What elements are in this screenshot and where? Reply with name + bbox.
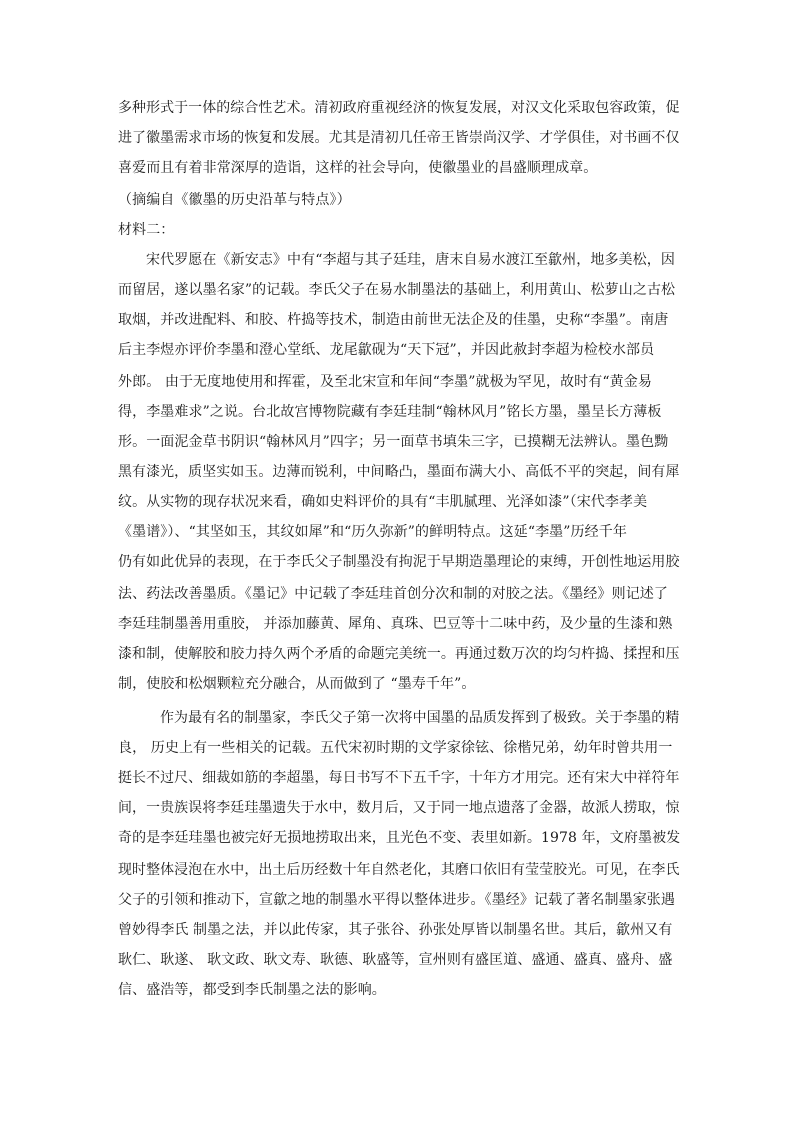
text-line: 得，李墨难求”之说。台北故宫博物院藏有李廷珪制“翰林风月”铭长方墨，墨呈长方薄板 — [118, 404, 662, 420]
text-line: 间，一贵族误将李廷珪墨遗失于水中，数月后，又于同一地点遗落了金器，故派人捞取，惊 — [118, 800, 680, 816]
text-line: 作为最有名的制墨家，李氏父子第一次将中国墨的品质发挥到了极致。关于李墨的精 — [160, 710, 680, 726]
text-line: 材料二： — [118, 222, 175, 238]
text-line: 挺长不过尺、细裁如筋的李超墨，每日书写不下五千字，十年方才用完。还有宋大中祥符年 — [118, 770, 680, 786]
text-line: 漆和制，使解胶和胶力持久两个矛盾的命题完美统一。再通过数万次的均匀杵捣、揉捏和压 — [118, 646, 680, 662]
text-line: 制，使胶和松烟颗粒充分融合，从而做到了 “墨寿千年”。 — [118, 676, 476, 692]
text-line: 形。一面泥金草书阴识“翰林风月”四字；另一面草书填朱三字，已摸糊无法辨认。墨色黝 — [118, 434, 669, 450]
text-line: 取烟，并改进配料、和胶、杵捣等技术，制造由前世无法企及的佳墨，史称“李墨”。南唐 — [118, 312, 669, 328]
text-line: 黑有漆光，质坚实如玉。边薄而锐利，中间略凸，墨面布满大小、高低不平的突起，间有犀 — [118, 464, 680, 480]
text-line: 而留居，遂以墨名家”的记载。李氏父子在易水制墨法的基础上，利用黄山、松萝山之古松 — [118, 282, 676, 298]
text-line: 法、药法改善墨质。《墨记》中记载了李廷珪首创分次和制的对胶之法。《墨经》则记述了 — [118, 586, 668, 602]
text-line: 现时整体浸泡在水中，出土后历经数十年自然老化，其磨口依旧有莹莹胶光。可见，在李氏 — [118, 862, 680, 878]
text-line: 多种形式于一体的综合性艺术。清初政府重视经济的恢复发展，对汉文化采取包容政策，促 — [118, 100, 680, 116]
text-line: 李廷珪制墨善用重胶， 并添加藤黄、犀角、真珠、巴豆等十二味中药，及少量的生漆和熟 — [118, 616, 673, 632]
text-line: 良， 历史上有一些相关的记载。五代宋初时期的文学家徐铉、徐楷兄弟，幼年时曾共用一 — [118, 740, 673, 756]
text-line: 信、盛浩等，都受到李氏制墨之法的影响。 — [118, 982, 386, 998]
text-line: 喜爱而且有着非常深厚的造诣，这样的社会导向，使徽墨业的昌盛顺理成章。 — [118, 160, 598, 176]
text-line: 宋代罗愿在《新安志》中有“李超与其子廷珪，唐末自易水渡江至歙州，地多美松，因 — [146, 252, 675, 268]
text-line: 曾妙得李氏 制墨之法，并以此传家，其子张谷、孙张处厚皆以制墨名世。其后，歙州又有 — [118, 922, 673, 938]
text-line: 奇的是李廷珪墨也被完好无损地捞取出来，且光色不变、表里如新。1978 年，文府墨被发 — [118, 830, 681, 846]
text-line: 进了徽墨需求市场的恢复和发展。尤其是清初几任帝王皆崇尚汉学、才学俱佳，对书画不仅 — [118, 130, 680, 146]
text-line: 外郎。 由于无度地使用和挥霍，及至北宋宣和年间“李墨”就极为罕见，故时有“黄金易 — [118, 374, 652, 390]
text-line: 后主李煜亦评价李墨和澄心堂纸、龙尾歙砚为“天下冠”，并因此赦封李超为检校水部员 — [118, 342, 655, 358]
text-line: 纹。从实物的现存状况来看，确如史料评价的具有“丰肌腻理、光泽如漆”（宋代李孝美 — [118, 494, 648, 510]
text-line: 父子的引领和推动下，宣歙之地的制墨水平得以整体进步。《墨经》记载了著名制墨家张遇 — [118, 892, 675, 908]
text-line: 《墨谱》）、“其坚如玉，其纹如犀”和“历久弥新”的鲜明特点。这延“李墨”历经千年 — [118, 524, 627, 540]
text-line: 仍有如此优异的表现，在于李氏父子制墨没有拘泥于早期造墨理论的束缚，开创性地运用胶 — [118, 554, 680, 570]
text-line: （摘编自《徽墨的历史沿革与特点》） — [118, 192, 351, 208]
text-line: 耿仁、耿遂、 耿文政、耿文寿、耿德、耿盛等，宣州则有盛匡道、盛通、盛真、盛舟、盛 — [118, 952, 673, 968]
